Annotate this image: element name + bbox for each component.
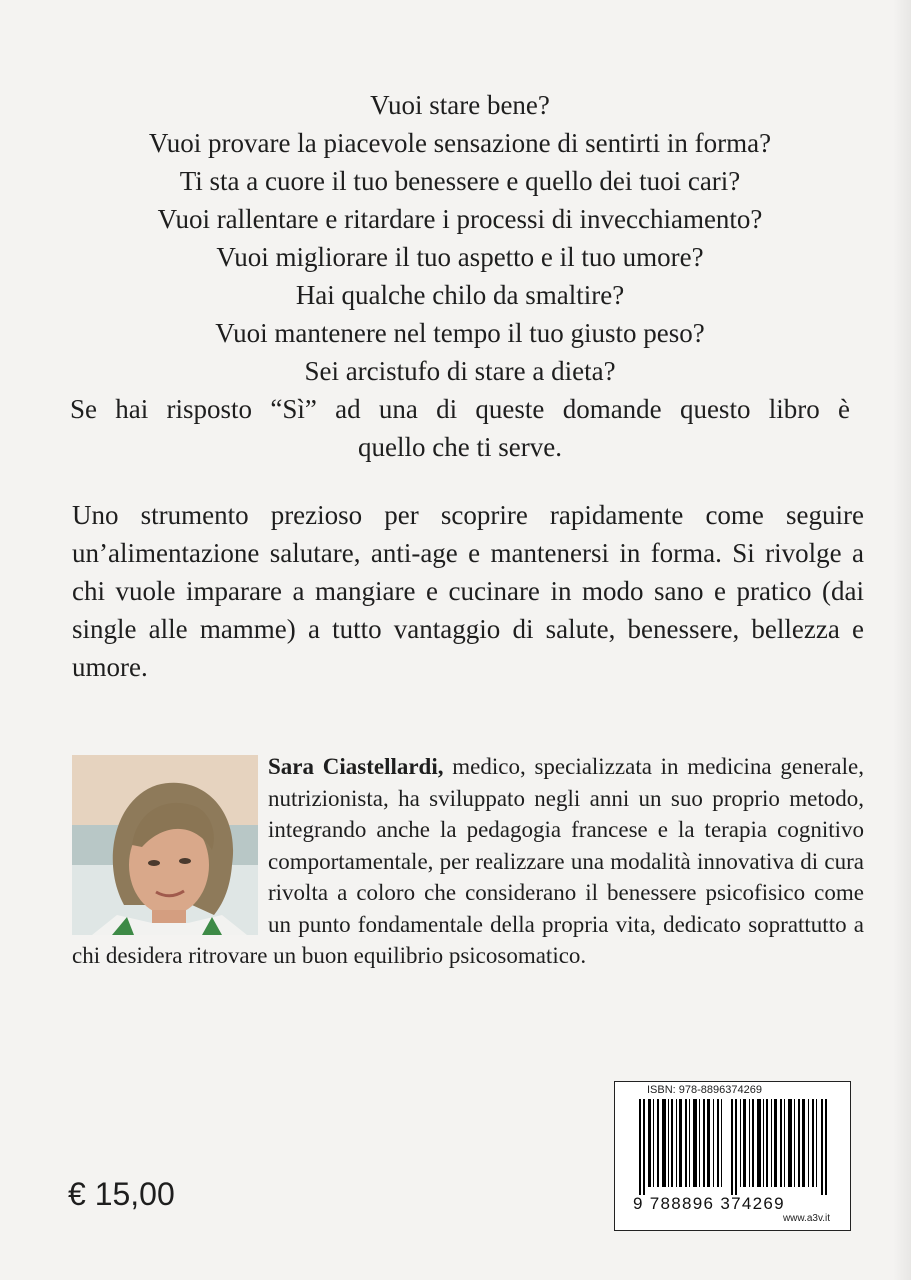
author-bio: [72, 751, 864, 972]
book-blurb: Uno strumento prezioso per scoprire rapidamente come seguire un’alimentazione salutare, anti-age e mantenersi in forma. Si rivolge a chi vuole imparare a mangiare e cucinare in modo sano e pratico (dai single alle mamme) a tutto vantaggio di salute, benessere, bellezza e umore.: [72, 500, 864, 682]
answer-line-end: quello che ti serve.: [358, 432, 562, 462]
question-line: Vuoi mantenere nel tempo il tuo giusto peso?: [215, 318, 705, 348]
question-line: Vuoi migliorare il tuo aspetto e il tuo umore?: [216, 242, 704, 272]
isbn-number: ISBN: 978-8896374269: [647, 1084, 762, 1096]
publisher-website: www.a3v.it: [782, 1213, 830, 1224]
barcode-label: [614, 1081, 851, 1231]
question-line: Sei arcistufo di stare a dieta?: [304, 356, 616, 386]
cover-edge-shadow: [893, 0, 911, 1280]
question-line: Vuoi provare la piacevole sensazione di sentirti in forma?: [148, 128, 772, 158]
author-bio-text: medico, specializzata in medicina generale, nutrizionista, ha sviluppato negli anni un suo proprio metodo, integrando anche la pedagogia francese e la terapia cognitivo comportamentale, per realizzare una modalità innovativa di cura rivolta a coloro che considerano il benessere psicofisico come un punto fondamentale della propria vita, dedicato soprattutto a chi desidera ritrovare un buon equilibrio psicosomatico.: [72, 754, 864, 968]
answer-line: Se hai risposto “Sì” ad una di queste domande questo libro è: [70, 394, 850, 424]
barcode-bars: [639, 1099, 829, 1195]
question-line: Ti sta a cuore il tuo benessere e quello dei tuoi cari?: [179, 166, 741, 196]
author-name: Sara Ciastellardi,: [268, 754, 444, 779]
question-line: Vuoi stare bene?: [370, 90, 550, 120]
ean-digits: 9 788896 374269: [633, 1194, 785, 1213]
question-line: Hai qualche chilo da smaltire?: [295, 280, 625, 310]
question-list: [70, 86, 850, 466]
price-label: € 15,00: [68, 1176, 175, 1212]
question-line: Vuoi rallentare e ritardare i processi di invecchiamento?: [157, 204, 763, 234]
photo-spacer: [72, 751, 268, 937]
